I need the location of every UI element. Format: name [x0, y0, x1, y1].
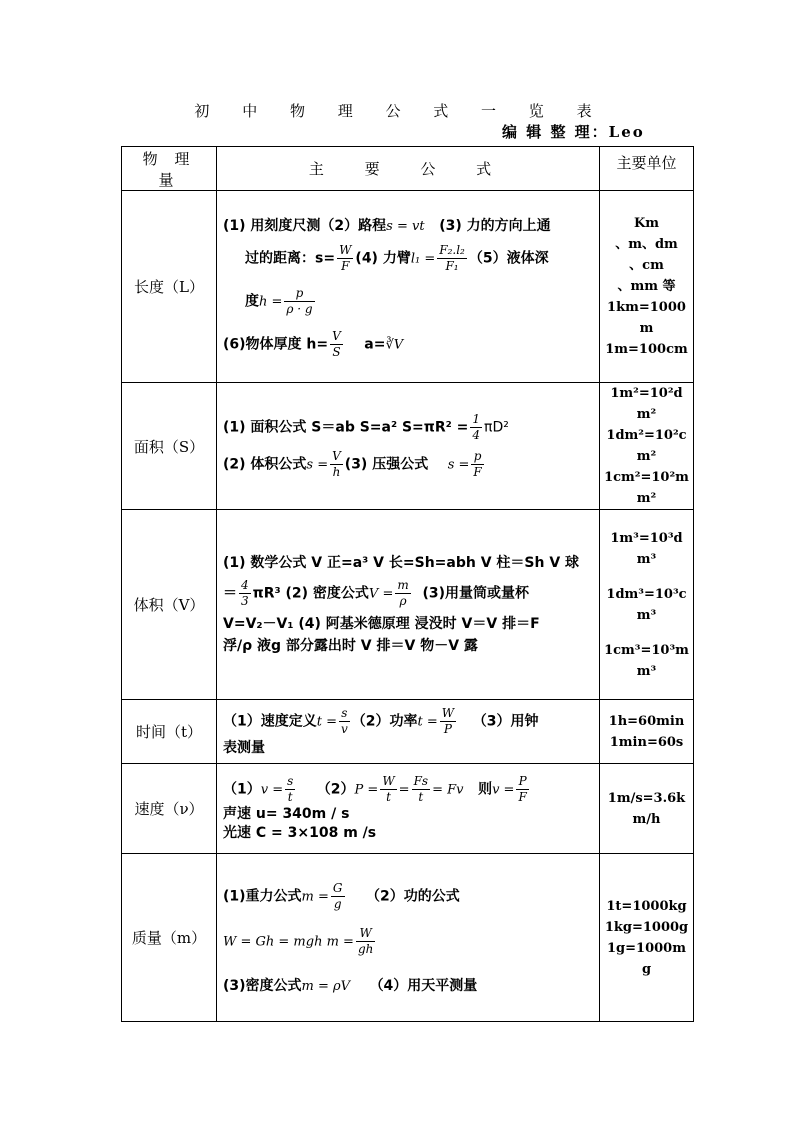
- fraction-s-over-t: $\frac{s}{t}$: [287, 774, 294, 804]
- row-mass: [122, 854, 694, 1022]
- formula-length: (1) 用刻度尺测（2）路程s = vt (3) 力的方向上通 过的距离：s= $\frac{W}{F}$ (4) 力臂l₁ = $\frac{\text{F₂.l₂}}{\text{F₁}}$ （5）液体深 度h = $\frac{p}{\rho \cdot g}$ (6)物体厚度 h= $\frac{V}{S}$ a=∛V: [217, 191, 600, 383]
- fraction-v-over-h: $\frac{V}{h}$: [332, 449, 341, 479]
- formula-volume: (1) 数学公式 V 正=a³ V 长=Sh=abh V 柱＝Sh V 球 ＝ $\frac{4}{3}$ πR³ (2) 密度公式V = $\frac{m}{\rho}$ (3)用量筒或量杯 V=V₂－V₁ (4) 阿基米德原理 浸没时 V＝V 排＝F 浮/ρ 液g 部分露出时 V 排＝V 物－V 露: [217, 510, 600, 700]
- fraction-fs-over-t: $\frac{Fs}{t}$: [413, 774, 429, 804]
- fraction-w-over-p: $\frac{W}{P}$: [441, 706, 455, 736]
- fraction-depth: $\frac{p}{\rho \cdot g}$: [286, 285, 313, 316]
- unit-area: 1m²=10²d m² 1dm²=10²c m² 1cm²=10²m m²: [600, 383, 694, 510]
- fraction-quarter: $\frac{1}{4}$: [472, 412, 481, 442]
- formula-area: (1) 面积公式 S＝ab S=a² S=πR² = $\frac{1}{4}$ πD² (2) 体积公式s = $\frac{V}{h}$ (3) 压强公式 s = $\frac{p}{F}$: [217, 383, 600, 510]
- quantity-speed: 速度（ν）: [122, 764, 217, 854]
- unit-length: Km 、m、dm 、cm 、mm 等 1km=1000 m 1m=100cm: [600, 191, 694, 383]
- quantity-length: 长度（L）: [122, 191, 217, 383]
- row-speed: [122, 764, 694, 854]
- fraction-g-over-g: $\frac{G}{g}$: [332, 880, 343, 911]
- formula-speed: （1）v = $\frac{s}{t}$ （2）P = $\frac{W}{t}$ = $\frac{Fs}{t}$ = Fv 则v = $\frac{P}{F}$ 声速 u= 340m / s 光速 C = 3×108 m /s: [217, 764, 600, 854]
- row-length: [122, 191, 694, 383]
- fraction-s-over-v: $\frac{s}{v}$: [341, 706, 348, 736]
- fraction-p-over-f: $\frac{p}{F}$: [473, 449, 482, 479]
- formula-mass: (1)重力公式m = $\frac{G}{g}$ （2）功的公式 W = Gh = mgh m = $\frac{W}{gh}$ (3)密度公式m = ρV （4）用天平测量: [217, 854, 600, 1022]
- fraction-m-over-rho: $\frac{m}{\rho}$: [397, 578, 409, 608]
- formula-table: [121, 146, 694, 1022]
- fraction-w-over-gh: $\frac{W}{gh}$: [357, 925, 374, 956]
- fraction-p-over-f-speed: $\frac{P}{F}$: [518, 774, 527, 804]
- fraction-four-thirds: $\frac{4}{3}$: [241, 578, 249, 608]
- unit-time: 1h=60min 1min=60s: [600, 700, 694, 764]
- quantity-mass: 质量（m）: [122, 854, 217, 1022]
- row-time: [122, 700, 694, 764]
- fraction-w-over-t: $\frac{W}{t}$: [382, 774, 395, 804]
- unit-volume: 1m³=10³d m³ 1dm³=10³c m³ 1cm³=10³m m³: [600, 510, 694, 700]
- quantity-volume: 体积（V）: [122, 510, 217, 700]
- unit-speed: 1m/s=3.6k m/h: [600, 764, 694, 854]
- fraction-lever-arm: $\frac{\text{F₂.l₂}}{\text{F₁}}$: [439, 242, 465, 273]
- header-formula: 主 要 公 式: [217, 147, 600, 191]
- fraction-w-over-f: $\frac{W}{F}$: [339, 242, 352, 273]
- row-area: [122, 383, 694, 510]
- header-unit: 主要单位: [600, 147, 694, 191]
- page-title: 初 中 物 理 公 式 一 览 表: [194, 102, 606, 120]
- fraction-v-over-s: $\frac{V}{S}$: [332, 328, 341, 359]
- formula-time: （1）速度定义t = $\frac{s}{v}$ （2）功率t = $\frac{W}{P}$ （3）用钟 表测量: [217, 700, 600, 764]
- quantity-area: 面积（S）: [122, 383, 217, 510]
- quantity-time: 时间（t）: [122, 700, 217, 764]
- row-volume: [122, 510, 694, 700]
- unit-mass: 1t=1000kg 1kg=1000g 1g=1000m g: [600, 854, 694, 1022]
- header-row: [122, 147, 694, 191]
- editor-credit: 编 辑 整 理：Leo: [502, 123, 645, 141]
- header-quantity: 物 理 量: [122, 147, 217, 191]
